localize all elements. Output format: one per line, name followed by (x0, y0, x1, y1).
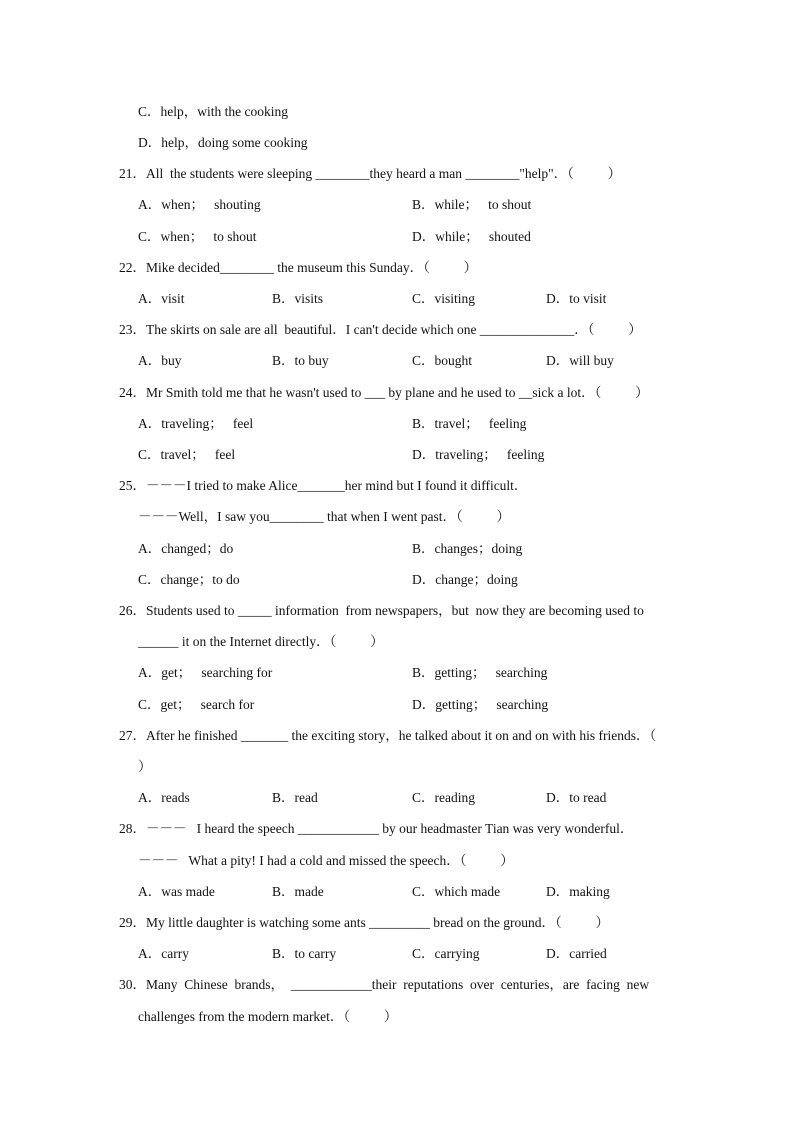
q23-option-c: C．bought (412, 353, 473, 368)
q25-option-c: C．change；to do (138, 572, 240, 587)
q29-stem: 29．My little daughter is watching some ants _________ bread on the ground．（ ） (119, 915, 610, 930)
q25-option-a: A．changed；do (138, 541, 234, 556)
q23-option-d: D．will buy (546, 353, 614, 368)
q25-option-d: D．change；doing (412, 572, 518, 587)
q29-option-d: D．carried (546, 946, 607, 961)
q22-option-a: A．visit (138, 291, 185, 306)
q29-option-c: C．carrying (412, 946, 480, 961)
q26-option-a: A．get； searching for (138, 665, 273, 680)
q27-option-c: C．reading (412, 790, 475, 805)
q28-option-d: D．making (546, 884, 610, 899)
q24-option-b: B．travel； feeling (412, 416, 527, 431)
q27-stem-line2: ） (138, 759, 152, 774)
q23-stem: 23．The skirts on sale are all beautiful．I can't decide which one ______________．（ ） (119, 322, 642, 337)
q20-option-d: D．help，doing some cooking (138, 135, 308, 150)
q30-stem-line1: 30．Many Chinese brands， ____________their reputations over centuries，are facing new (119, 977, 650, 992)
q21-option-a: A．when； shouting (138, 197, 261, 212)
q21-stem: 21．All the students were sleeping ________they heard a man ________"help"．（ ） (119, 166, 622, 181)
q27-option-d: D．to read (546, 790, 607, 805)
q25-stem-line1: 25．－－－I tried to make Alice_______her mind but I found it difficult． (119, 478, 528, 493)
q27-option-b: B．read (272, 790, 318, 805)
q28-option-a: A．was made (138, 884, 215, 899)
q28-option-c: C．which made (412, 884, 501, 899)
q28-stem-line1: 28．－－－ I heard the speech ____________ by our headmaster Tian was very wonderful． (119, 821, 634, 836)
q29-option-b: B．to carry (272, 946, 337, 961)
q22-stem: 22．Mike decided________ the museum this Sunday．（ ） (119, 260, 478, 275)
q30-stem-line2: challenges from the modern market．（ ） (138, 1009, 398, 1024)
q29-option-a: A．carry (138, 946, 189, 961)
q28-stem-line2: －－－ What a pity! I had a cold and missed the speech．（ ） (138, 853, 514, 868)
q25-stem-line2: －－－Well，I saw you________ that when I went past．（ ） (138, 509, 510, 524)
q20-option-c: C．help，with the cooking (138, 104, 288, 119)
q23-option-a: A．buy (138, 353, 182, 368)
q27-option-a: A．reads (138, 790, 190, 805)
q22-option-d: D．to visit (546, 291, 607, 306)
q27-stem-line1: 27．After he finished _______ the exciting story，he talked about it on and on with his friends．（ (119, 728, 657, 743)
q25-option-b: B．changes；doing (412, 541, 523, 556)
q26-option-d: D．getting； searching (412, 697, 549, 712)
q22-option-b: B．visits (272, 291, 324, 306)
q26-option-b: B．getting； searching (412, 665, 548, 680)
q24-option-c: C．travel； feel (138, 447, 236, 462)
q26-stem-line2: ______ it on the Internet directly．（ ） (138, 634, 384, 649)
q26-stem-line1: 26．Students used to _____ information from newspapers，but now they are becoming used to (119, 603, 644, 618)
q24-option-d: D．traveling； feeling (412, 447, 545, 462)
q24-option-a: A．traveling； feel (138, 416, 254, 431)
q21-option-b: B．while； to shout (412, 197, 532, 212)
q23-option-b: B．to buy (272, 353, 329, 368)
q21-option-d: D．while； shouted (412, 229, 531, 244)
q22-option-c: C．visiting (412, 291, 476, 306)
q28-option-b: B．made (272, 884, 324, 899)
q21-option-c: C．when； to shout (138, 229, 257, 244)
q24-stem: 24．Mr Smith told me that he wasn't used to ___ by plane and he used to __sick a lot．（ ） (119, 385, 649, 400)
q26-option-c: C．get； search for (138, 697, 255, 712)
